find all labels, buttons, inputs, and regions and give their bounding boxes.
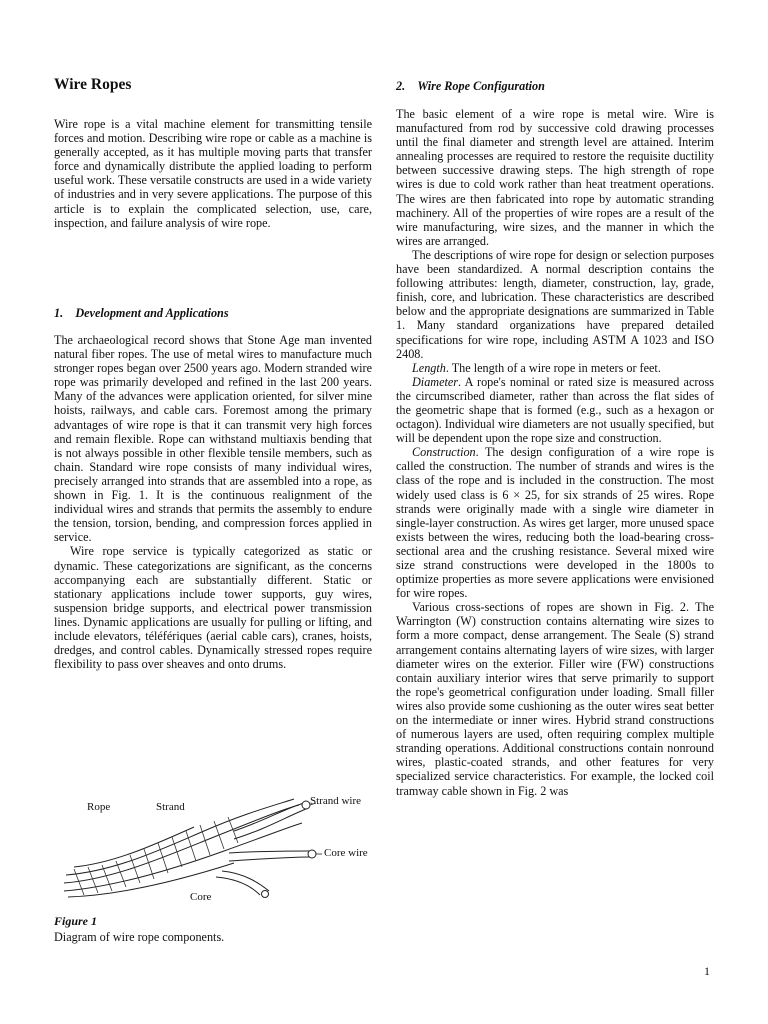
- figure-1-label: Figure 1: [54, 914, 98, 928]
- diameter-definition: [396, 375, 714, 445]
- construction-term: Construction: [412, 445, 476, 460]
- diameter-text: . A rope's nominal or rated size is measured across the circumscribed diameter, rather than across the flat sides of the geometric shape that is formed (e.g., such as a hexagon or octagon). Individual wire diameters are not usually specified, but will be dependent upon the rope size and construction.: [396, 374, 714, 446]
- length-definition: [396, 361, 714, 375]
- figure-1-caption: Diagram of wire rope components.: [54, 930, 225, 944]
- length-text: . The length of a wire rope in meters or feet.: [445, 360, 661, 375]
- intro-paragraph: Wire rope is a vital machine element for transmitting tensile forces and motion. Describing wire rope or cable as a machine is generally accepted, as it has multiple moving parts that transfer force and dynamically distribute the applied loading to perform useful work. These versatile constructs are used in a wide variety of industries and in very severe applications. The purpose of this article is to explain the complicated selection, use, care, inspection, and failure analysis of wire rope.: [54, 117, 372, 230]
- label-core: Core: [190, 891, 212, 903]
- section-2-paragraph-3: Various cross-sections of ropes are shown in Fig. 2. The Warrington (W) construction contains alternating wire sizes to form a more compact, dense arrangement. The Seale (S) strand arrangement contains alternating layers of wire sizes, with larger diameter wires on the exterior. Filler wire (FW) constructions contain auxiliary interior wires that serve primarily to support the rope's geometrical configuration under loading. Small filler wires also provide some cushioning as the outer wires seat better on the intermediate or inner wires. Hybrid strand constructions of numerous layers are used, often requiring complex multiple stranding operations. Additional constructions contain nonround wires, plastic-coated strands, and other features for very specialized service characteristics. For example, the locked coil tramway cable shown in Fig. 2 was: [396, 600, 714, 798]
- section-2-paragraph-1: The basic element of a wire rope is metal wire. Wire is manufactured from rod by successive cold drawing processes until the final diameter and strength level are attained. Interim annealing processes are required to restore the requisite ductility between successive drawing steps. The high strength of rope wires is due to cold work rather than heat treatment operations. The wires are then fabricated into rope by automatic stranding machinery. All of the properties of wire ropes are a result of the wire manufacturing, wire sizes, and the manner in which the wires are arranged.: [396, 107, 714, 248]
- section-1-paragraph-2: Wire rope service is typically categorized as static or dynamic. These categorizations are significant, as the concerns accompanying each are substantially different. Static or stationary applications include tower supports, guy wires, suspension bridge supports, and electrical power transmission lines. Dynamic applications are usually for pulling or lifting, and include elevators, téléfériques (aerial cable cars), cranes, hoists, dredges, and control cables. Dynamically stressed ropes require flexibility to pass over sheaves and onto drums.: [54, 544, 372, 672]
- page-number: 1: [704, 964, 710, 978]
- construction-text: . The design configuration of a wire rope is called the construction. The number of strands and wires is the class of the rope and is included in the construction. The most widely used class is 6 × 25, for six strands of 25 wires. Rope strands were originally made with a single wire diameter in single-layer construction. As wires get larger, more unused space exists between the wires, reducing both the load-bearing cross-sectional area and the crushing resistance. Several mixed wire size strand constructions were developed in the 1800s to optimize properties as more severe applications were envisioned for wire ropes.: [396, 445, 714, 601]
- section-1-body: [54, 333, 372, 671]
- diameter-term: Diameter: [412, 374, 459, 389]
- label-rope: Rope: [87, 801, 111, 813]
- length-term: Length: [412, 360, 446, 375]
- construction-definition: [396, 445, 714, 600]
- section-2-body: [396, 107, 714, 798]
- figure-1-wire-rope-diagram: [54, 787, 372, 907]
- section-2-paragraph-2: The descriptions of wire rope for design or selection purposes have been standardized. A normal description contains the following attributes: length, diameter, construction, lay, grade, finish, core, and lubrication. These characteristics are described below and the appropriate designations are summarized in Table 1. Many standard organizations have prepared detailed specifications for wire rope, including ASTM A 1023 and ISO 2408.: [396, 247, 714, 361]
- section-1-heading: 1. Development and Applications: [54, 306, 229, 320]
- left-column-intro: [54, 117, 372, 230]
- label-core-wire: Core wire: [324, 847, 368, 859]
- section-2-heading: 2. Wire Rope Configuration: [396, 79, 545, 93]
- section-1-paragraph-1: The archaeological record shows that Stone Age man invented natural fiber ropes. The use of metal wires to manufacture much stronger ropes began over 2500 years ago. Modern stranded wire rope was primarily developed and refined in the last 200 years. Many of the advances were application oriented, for silver mine hoists, railways, and cable cars. Foremost among the primary advantages of wire rope is that it can transmit very high forces and remain flexible. Rope can withstand multiaxis bending that is not always possible in other flexible tensile members, such as chain. Standard wire rope consists of many individual wires, precisely arranged into strands that are assembled into a rope, as shown in Fig. 1. It is the continuous realignment of the individual wires and strands that permits the assembly to endure the tension, torsion, bending, and compression forces applied in service.: [54, 333, 372, 545]
- label-strand-wire: Strand wire: [310, 795, 362, 807]
- article-title: Wire Ropes: [54, 76, 132, 93]
- label-strand: Strand: [156, 801, 185, 813]
